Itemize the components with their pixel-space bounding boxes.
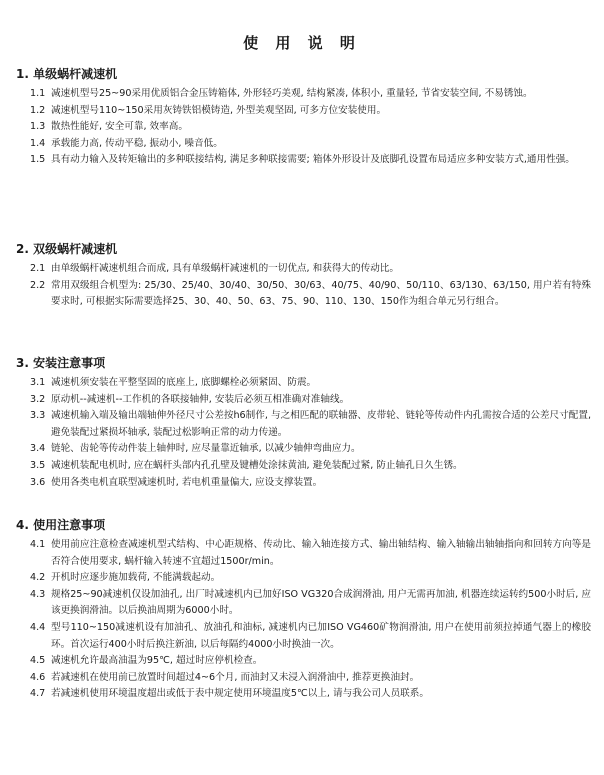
page-title: 使 用 说 明	[243, 34, 361, 52]
list-item	[16, 441, 591, 458]
list-item	[16, 392, 591, 409]
item-number: 4.1	[30, 539, 46, 550]
item-number: 3.5	[30, 459, 46, 471]
item-text: 减速机型号25~90采用优质铝合金压铸箱体, 外形轻巧美观, 结构紧凑, 体积小, 重量轻, 节省安装空间, 不易锈蚀。	[51, 88, 533, 99]
item-number: 1.5	[30, 154, 46, 166]
section-heading: 2. 双级蜗杆减速机	[16, 242, 118, 256]
list-item	[16, 587, 591, 620]
list-item	[16, 119, 591, 136]
item-number: 3.4	[30, 443, 46, 455]
list-item	[16, 670, 591, 687]
item-text: 链轮、齿轮等传动件装上轴伸时, 应尽量靠近轴承, 以减少轴伸弯曲应力。	[51, 443, 361, 455]
item-text: 若减速机使用环境温度超出或低于表中规定使用环境温度5℃以上, 请与我公司人员联系。	[51, 688, 429, 700]
list-item	[16, 653, 591, 670]
section-heading: 4. 使用注意事项	[16, 518, 106, 532]
item-text: 使用各类电机直联型减速机时, 若电机重量偏大, 应设支撑装置。	[51, 476, 323, 488]
list-item	[16, 408, 591, 441]
list-item	[16, 686, 591, 703]
item-number: 2.2	[30, 279, 46, 291]
item-text: 减速机装配电机时, 应在蜗杆头部内孔孔壁及键槽处涂抹黄油, 避免装配过紧, 防止轴孔日久生锈。	[51, 459, 463, 471]
item-text: 具有动力输入及转矩输出的多种联接结构, 满足多种联接需要; 箱体外形设计及底脚孔设置布局适应多种安装方式,通用性强。	[51, 154, 575, 166]
section-double-stage	[16, 242, 591, 311]
item-text: 规格25~90减速机仅设加油孔, 出厂时减速机内已加好ISO VG320合成润滑油, 用户无需再加油, 机器连续运转约500小时后, 应该更换润滑油。以后换油周期为6000小时。	[51, 588, 591, 617]
item-text: 由单级蜗杆减速机组合而成, 具有单级蜗杆减速机的一切优点, 和获得大的传动比。	[51, 263, 399, 274]
item-text: 使用前应注意检查减速机型式结构、中心距规格、传动比、输入轴连接方式、输出轴结构、输入轴输出轴轴指向和回转方向等是否符合使用要求, 蜗杆输入转速不宜超过1500r/min。	[51, 539, 591, 567]
item-text: 原动机--减速机--工作机的各联接轴伸, 安装后必须互相准确对准轴线。	[51, 393, 350, 405]
list-item	[16, 570, 591, 587]
item-text: 减速机输入端及输出端轴伸外径尺寸公差按h6制作, 与之相匹配的联轴器、皮带轮、链轮等传动件内孔需按合适的公差尺寸配置, 避免装配过紧损坏轴承, 装配过松影响正常的动力传递。	[51, 410, 591, 438]
list-item	[16, 475, 591, 492]
list-item	[16, 261, 591, 278]
list-item	[16, 152, 591, 169]
list-item	[16, 537, 591, 570]
item-number: 3.3	[30, 410, 46, 422]
item-number: 4.6	[30, 671, 46, 683]
item-number: 4.7	[30, 688, 46, 700]
list-item	[16, 103, 591, 120]
section-installation	[16, 356, 591, 491]
item-number: 1.2	[30, 104, 46, 116]
item-number: 3.1	[30, 377, 46, 388]
list-item	[16, 458, 591, 475]
item-number: 1.1	[30, 88, 46, 99]
item-text: 开机时应逐步施加载荷, 不能满载起动。	[51, 572, 221, 584]
section-usage	[16, 518, 591, 703]
item-text: 承载能力高, 传动平稳, 振动小, 噪音低。	[51, 137, 223, 149]
list-item	[16, 278, 591, 311]
item-text: 若减速机在使用前已放置时间超过4~6个月, 而油封又未浸入润滑油中, 推荐更换油封。	[51, 671, 420, 683]
item-text: 减速机允许最高油温为95℃, 超过时应停机检查。	[51, 655, 263, 667]
item-text: 型号110~150减速机设有加油孔、放油孔和油标, 减速机内已加ISO VG460矿物润滑油, 用户在使用前须拉掉通气器上的橡胶环。首次运行400小时后换注新油, 以后每隔约4000小时换油一次。	[51, 621, 591, 650]
list-item	[16, 136, 591, 153]
item-number: 1.4	[30, 137, 46, 149]
section-heading: 3. 安装注意事项	[16, 356, 106, 370]
list-item	[16, 375, 591, 392]
item-number: 3.2	[30, 393, 46, 405]
section-single-stage	[16, 67, 591, 169]
item-number: 4.2	[30, 572, 46, 584]
item-number: 1.3	[30, 121, 46, 133]
item-text: 减速机型号110~150采用灰铸铁铝模铸造, 外型美观坚固, 可多方位安装使用。	[51, 104, 387, 116]
list-item	[16, 620, 591, 653]
item-number: 4.5	[30, 655, 46, 667]
section-heading: 1. 单级蜗杆减速机	[16, 67, 118, 81]
list-item	[16, 86, 591, 103]
item-number: 4.3	[30, 588, 46, 600]
item-text: 散热性能好, 安全可靠, 效率高。	[51, 121, 188, 133]
item-text: 减速机须安装在平整坚固的底座上, 底脚螺栓必须紧固、防震。	[51, 377, 317, 388]
item-text: 常用双级组合机型为: 25/30、25/40、30/40、30/50、30/63、40/75、40/90、50/110、63/130、63/150, 用户若有特殊要求时, 可根据实际需要选择25、30、40、50、63、75、90、110、130、150作为组合单元另行组合。	[51, 279, 591, 308]
item-number: 2.1	[30, 263, 46, 274]
item-number: 4.4	[30, 621, 46, 633]
item-number: 3.6	[30, 476, 46, 488]
